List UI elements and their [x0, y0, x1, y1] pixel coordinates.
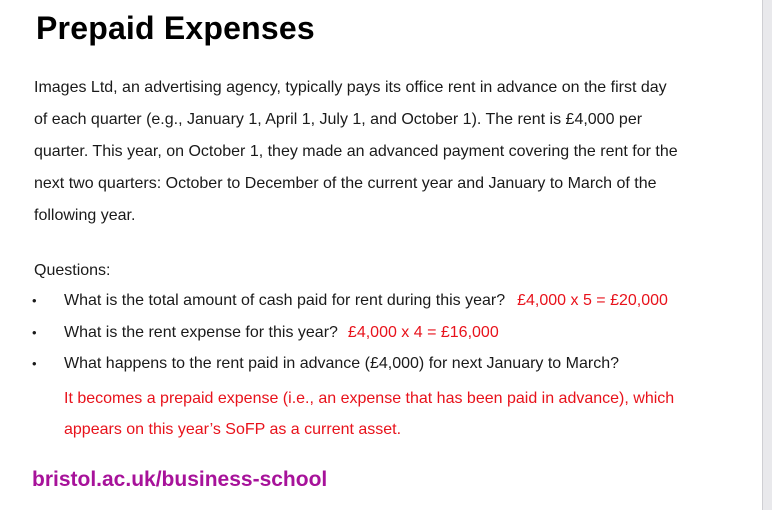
bullet: •: [32, 293, 37, 308]
intro-paragraph: [34, 72, 734, 232]
answer-line: appears on this year’s SoFP as a current asset.: [64, 421, 402, 438]
question-item: [32, 289, 668, 313]
bullet: •: [32, 356, 37, 371]
intro-line: quarter. This year, on October 1, they made an advanced payment covering the rent for the: [34, 143, 678, 160]
intro-line: of each quarter (e.g., January 1, April 1, July 1, and October 1). The rent is £4,000 per: [34, 111, 643, 128]
answer-block: [64, 383, 744, 445]
intro-line: next two quarters: October to December of the current year and January to March of the: [34, 175, 657, 192]
bullet: •: [32, 325, 37, 340]
question-text: What happens to the rent paid in advance (£4,000) for next January to March?: [64, 355, 619, 372]
question-answer: £4,000 x 5 = £20,000: [517, 292, 668, 309]
intro-line: Images Ltd, an advertising agency, typically pays its office rent in advance on the first day: [34, 79, 667, 96]
question-item: [32, 352, 619, 376]
intro-line: following year.: [34, 207, 136, 224]
slide-title: Prepaid Expenses: [36, 10, 315, 46]
question-text: What is the total amount of cash paid for rent during this year?: [64, 292, 506, 309]
question-text: What is the rent expense for this year?: [64, 324, 338, 341]
question-item: [32, 321, 499, 345]
answer-line: It becomes a prepaid expense (i.e., an expense that has been paid in advance), which: [64, 390, 675, 407]
window-edge: [762, 0, 772, 510]
questions-heading: Questions:: [34, 262, 111, 279]
footer-url: bristol.ac.uk/business-school: [32, 468, 328, 491]
question-answer: £4,000 x 4 = £16,000: [347, 324, 499, 341]
